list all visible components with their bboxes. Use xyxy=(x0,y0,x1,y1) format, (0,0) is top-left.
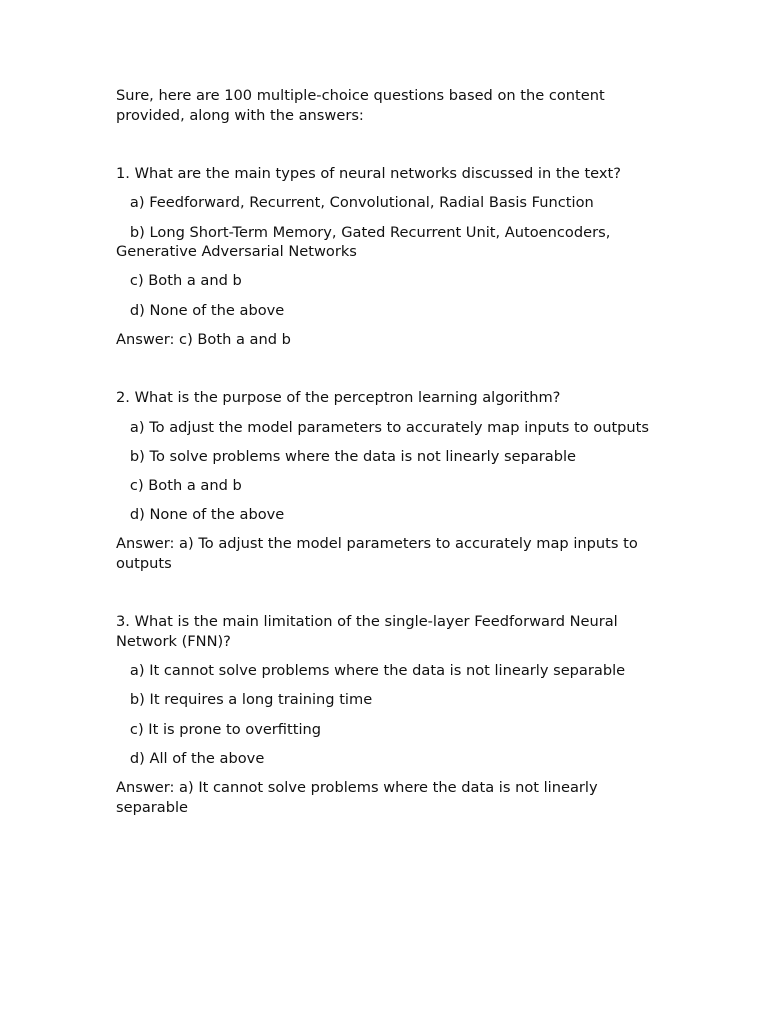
document-page xyxy=(116,86,656,817)
question-block-2 xyxy=(116,388,656,573)
option-c: c) Both a and b xyxy=(116,476,242,494)
option-c: c) It is prone to overfitting xyxy=(116,720,322,738)
option-a: a) Feedforward, Recurrent, Convolutional, Radial Basis Function xyxy=(116,194,594,212)
question-block-1 xyxy=(116,164,656,349)
question-text: 2. What is the purpose of the perceptron learning algorithm? xyxy=(116,389,561,407)
answer-text: Answer: a) To adjust the model parameters to accurately map inputs to outputs xyxy=(116,535,638,572)
option-d: d) None of the above xyxy=(116,506,285,524)
option-b: b) It requires a long training time xyxy=(116,691,373,709)
question-text: 1. What are the main types of neural networks discussed in the text? xyxy=(116,165,622,183)
option-d: d) None of the above xyxy=(116,301,285,319)
option-b: b) Long Short-Term Memory, Gated Recurrent Unit, Autoencoders, Generative Adversarial Networks xyxy=(116,223,615,261)
question-block-3 xyxy=(116,612,656,817)
answer-text: Answer: a) It cannot solve problems where the data is not linearly separable xyxy=(116,778,598,816)
option-b: b) To solve problems where the data is not linearly separable xyxy=(116,447,577,465)
option-d: d) All of the above xyxy=(116,749,265,767)
option-c: c) Both a and b xyxy=(116,272,242,290)
option-a: a) To adjust the model parameters to accurately map inputs to outputs xyxy=(116,418,650,436)
intro-paragraph: Sure, here are 100 multiple-choice questions based on the content provided, along with the answers: xyxy=(116,87,605,124)
option-a: a) It cannot solve problems where the data is not linearly separable xyxy=(116,662,626,680)
question-text: 3. What is the main limitation of the single-layer Feedforward Neural Network (FNN)? xyxy=(116,613,618,651)
answer-text: Answer: c) Both a and b xyxy=(116,330,291,348)
